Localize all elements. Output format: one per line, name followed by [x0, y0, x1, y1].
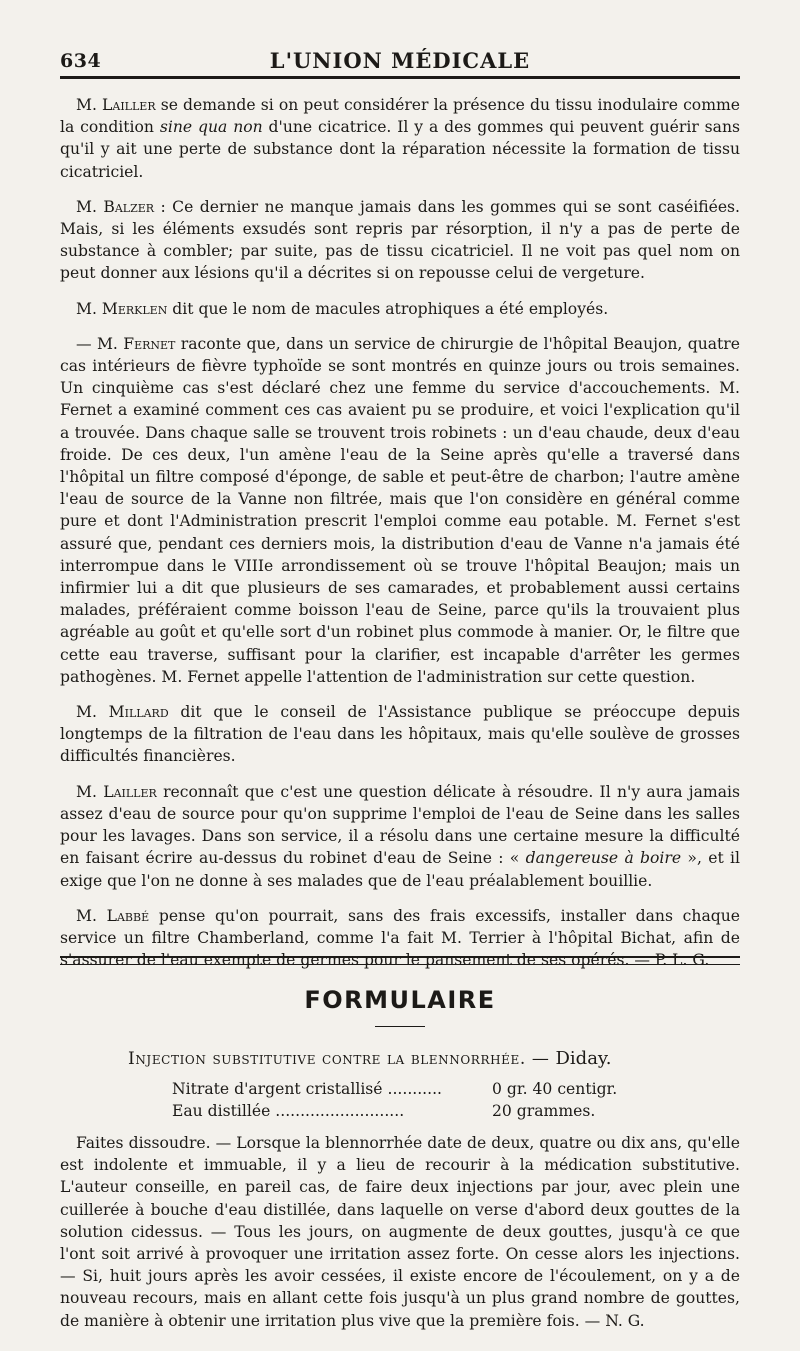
ingredient-row	[172, 1078, 632, 1100]
paragraph-prefix: —	[76, 334, 97, 353]
journal-title: L'UNION MÉDICALE	[269, 48, 531, 73]
ingredient-list	[172, 1078, 632, 1122]
recipe-author: Diday.	[555, 1048, 612, 1069]
title-underline	[375, 1026, 425, 1027]
recipe-title-text: Injection substitutive contre la blennorrhée. —	[128, 1049, 556, 1069]
paragraph-millard	[60, 701, 740, 768]
recipe-instructions	[60, 1132, 740, 1345]
paragraph-text-after: », et il exige que l'on ne donne à ses malades que de l'eau préalablement bouillie.	[60, 849, 740, 890]
paragraph-balzer	[60, 196, 740, 285]
page-number: 634	[60, 50, 102, 72]
speaker-name: M. Millard	[76, 703, 169, 722]
recipe-title	[128, 1048, 668, 1069]
section-title: FORMULAIRE	[304, 986, 496, 1014]
paragraph-merklen	[60, 298, 740, 320]
paragraph-text: raconte que, dans un service de chirurgie de l'hôpital Beaujon, quatre cas intérieurs de fièvre typhoïde se sont montrés en quinze jours ou trois semaines. Un cinquième cas s'est déclaré chez une femme du service d'accouchements. M. Fernet a examiné comment ces cas avaient pu se produire, et voici l'explication qu'il a trouvée. Dans chaque salle se trouvent trois robinets : un d'eau chaude, deux d'eau froide. De ces deux, l'un amène l'eau de la Seine après qu'elle a traversé dans l'hôpital un filtre composé d'éponge, de sable et peut-être de charbon; l'autre amène l'eau de source de la Vanne non filtrée, mais que l'on considère en général comme pure et dont l'Administration prescrit l'emploi comme eau potable. M. Fernet s'est assuré que, pendant ces derniers mois, la distribution d'eau de Vanne n'a jamais été interrompue dans le VIIIe arrondissement où se trouve l'hôpital Beaujon; mais un infirmier lui a dit que plusieurs de ses camarades, et probablement aussi certains malades, préféraient comme boisson l'eau de Seine, parce qu'ils la trouvaient plus agréable au goût et qu'elle sort d'un robinet plus commode à manier. Or, le filtre que cette eau traverse, suffisant pour la clarifier, est incapable d'arrêter les germes pathogènes. M. Fernet appelle l'attention de l'administration sur cette question.	[60, 334, 740, 686]
page-header	[60, 44, 740, 74]
ingredient-quantity: 0 gr. 40 centigr.	[492, 1080, 618, 1098]
ingredient-row	[172, 1100, 632, 1122]
speaker-name: M. Lailler	[76, 782, 157, 801]
discussion-text	[60, 94, 740, 984]
paragraph-text: se demande si on peut considérer la présence du tissu inodulaire comme la condition	[60, 96, 740, 137]
speaker-name: M. Labbé	[76, 906, 150, 925]
header-rule	[60, 76, 740, 79]
ingredient-name: Nitrate d'argent cristallisé ...........	[172, 1080, 443, 1098]
speaker-name: M. Merklen	[76, 299, 168, 318]
paragraph-text: reconnaît que c'est une question délicate à résoudre. Il n'y aura jamais assez d'eau de source pour qu'on supprime l'emploi de l'eau de Seine dans les salles pour les lavages. Dans son service, il a résolu dans une certaine mesure la difficulté en faisant écrire au-dessus du robinet d'eau de Seine : «	[60, 782, 740, 868]
ingredient-name: Eau distillée ..........................	[172, 1102, 405, 1120]
paragraph-lailler-2	[60, 781, 740, 892]
ingredient-quantity: 20 grammes.	[492, 1102, 596, 1120]
paragraph-text: dit que le conseil de l'Assistance publique se préoccupe depuis longtemps de la filtration de l'eau dans les hôpitaux, mais qu'elle soulève de grosses difficultés financières.	[60, 703, 740, 766]
paragraph-lailler-1	[60, 94, 740, 183]
section-divider	[60, 956, 740, 965]
paragraph-text-after: d'une cicatrice. Il y a des gommes qui peuvent guérir sans qu'il y ait une perte de substance dont la réparation nécessite la formation de tissu cicatriciel.	[60, 118, 740, 181]
paragraph-text: : Ce dernier ne manque jamais dans les gommes qui se sont caséifiées. Mais, si les éléments exsudés sont repris par résorption, il n'y a pas de perte de substance à combler; par suite, pas de tissu cicatriciel. Il ne voit pas quel nom on peut donner aux lésions qu'il a décrites si on repousse celui de vergeture.	[60, 197, 741, 283]
paragraph-text: dit que le nom de macules atrophiques a été employés.	[167, 299, 609, 318]
instructions-paragraph: Faites dissoudre. — Lorsque la blennorrhée date de deux, quatre ou dix ans, qu'elle est indolente et immuable, il y a lieu de recourir à la médication substitutive. L'auteur conseille, en pareil cas, de faire deux injections par jour, avec plein une cuillerée à bouche d'eau distillée, dans laquelle on verse d'abord deux gouttes de la solution cidessus. — Tous les jours, on augmente de deux gouttes, jusqu'à ce que l'ont soit arrivé à provoquer une irritation assez forte. On cesse alors les injections. — Si, huit jours après les avoir cessées, il existe encore de l'écoulement, on y a de nouveau recours, mais en allant cette fois jusqu'à un plus grand nombre de gouttes, de manière à obtenir une irritation plus vive que la première fois. — N. G.	[60, 1134, 740, 1330]
paragraph-text: pense qu'on pourrait, sans des frais excessifs, installer dans chaque service un filtre Chamberland, comme l'a fait M. Terrier à l'hôpital Bichat, afin de s'assurer de l'eau exempte de germes pour le pansement de ses opérés. — P. L. G.	[60, 906, 740, 970]
paragraph-fernet	[60, 333, 740, 688]
speaker-name: M. Lailler	[76, 96, 156, 114]
italic-phrase: dangereuse à boire	[525, 849, 682, 868]
speaker-name: M. Fernet	[96, 334, 176, 353]
speaker-name: M. Balzer	[76, 197, 155, 216]
italic-phrase: sine qua non	[159, 118, 263, 137]
